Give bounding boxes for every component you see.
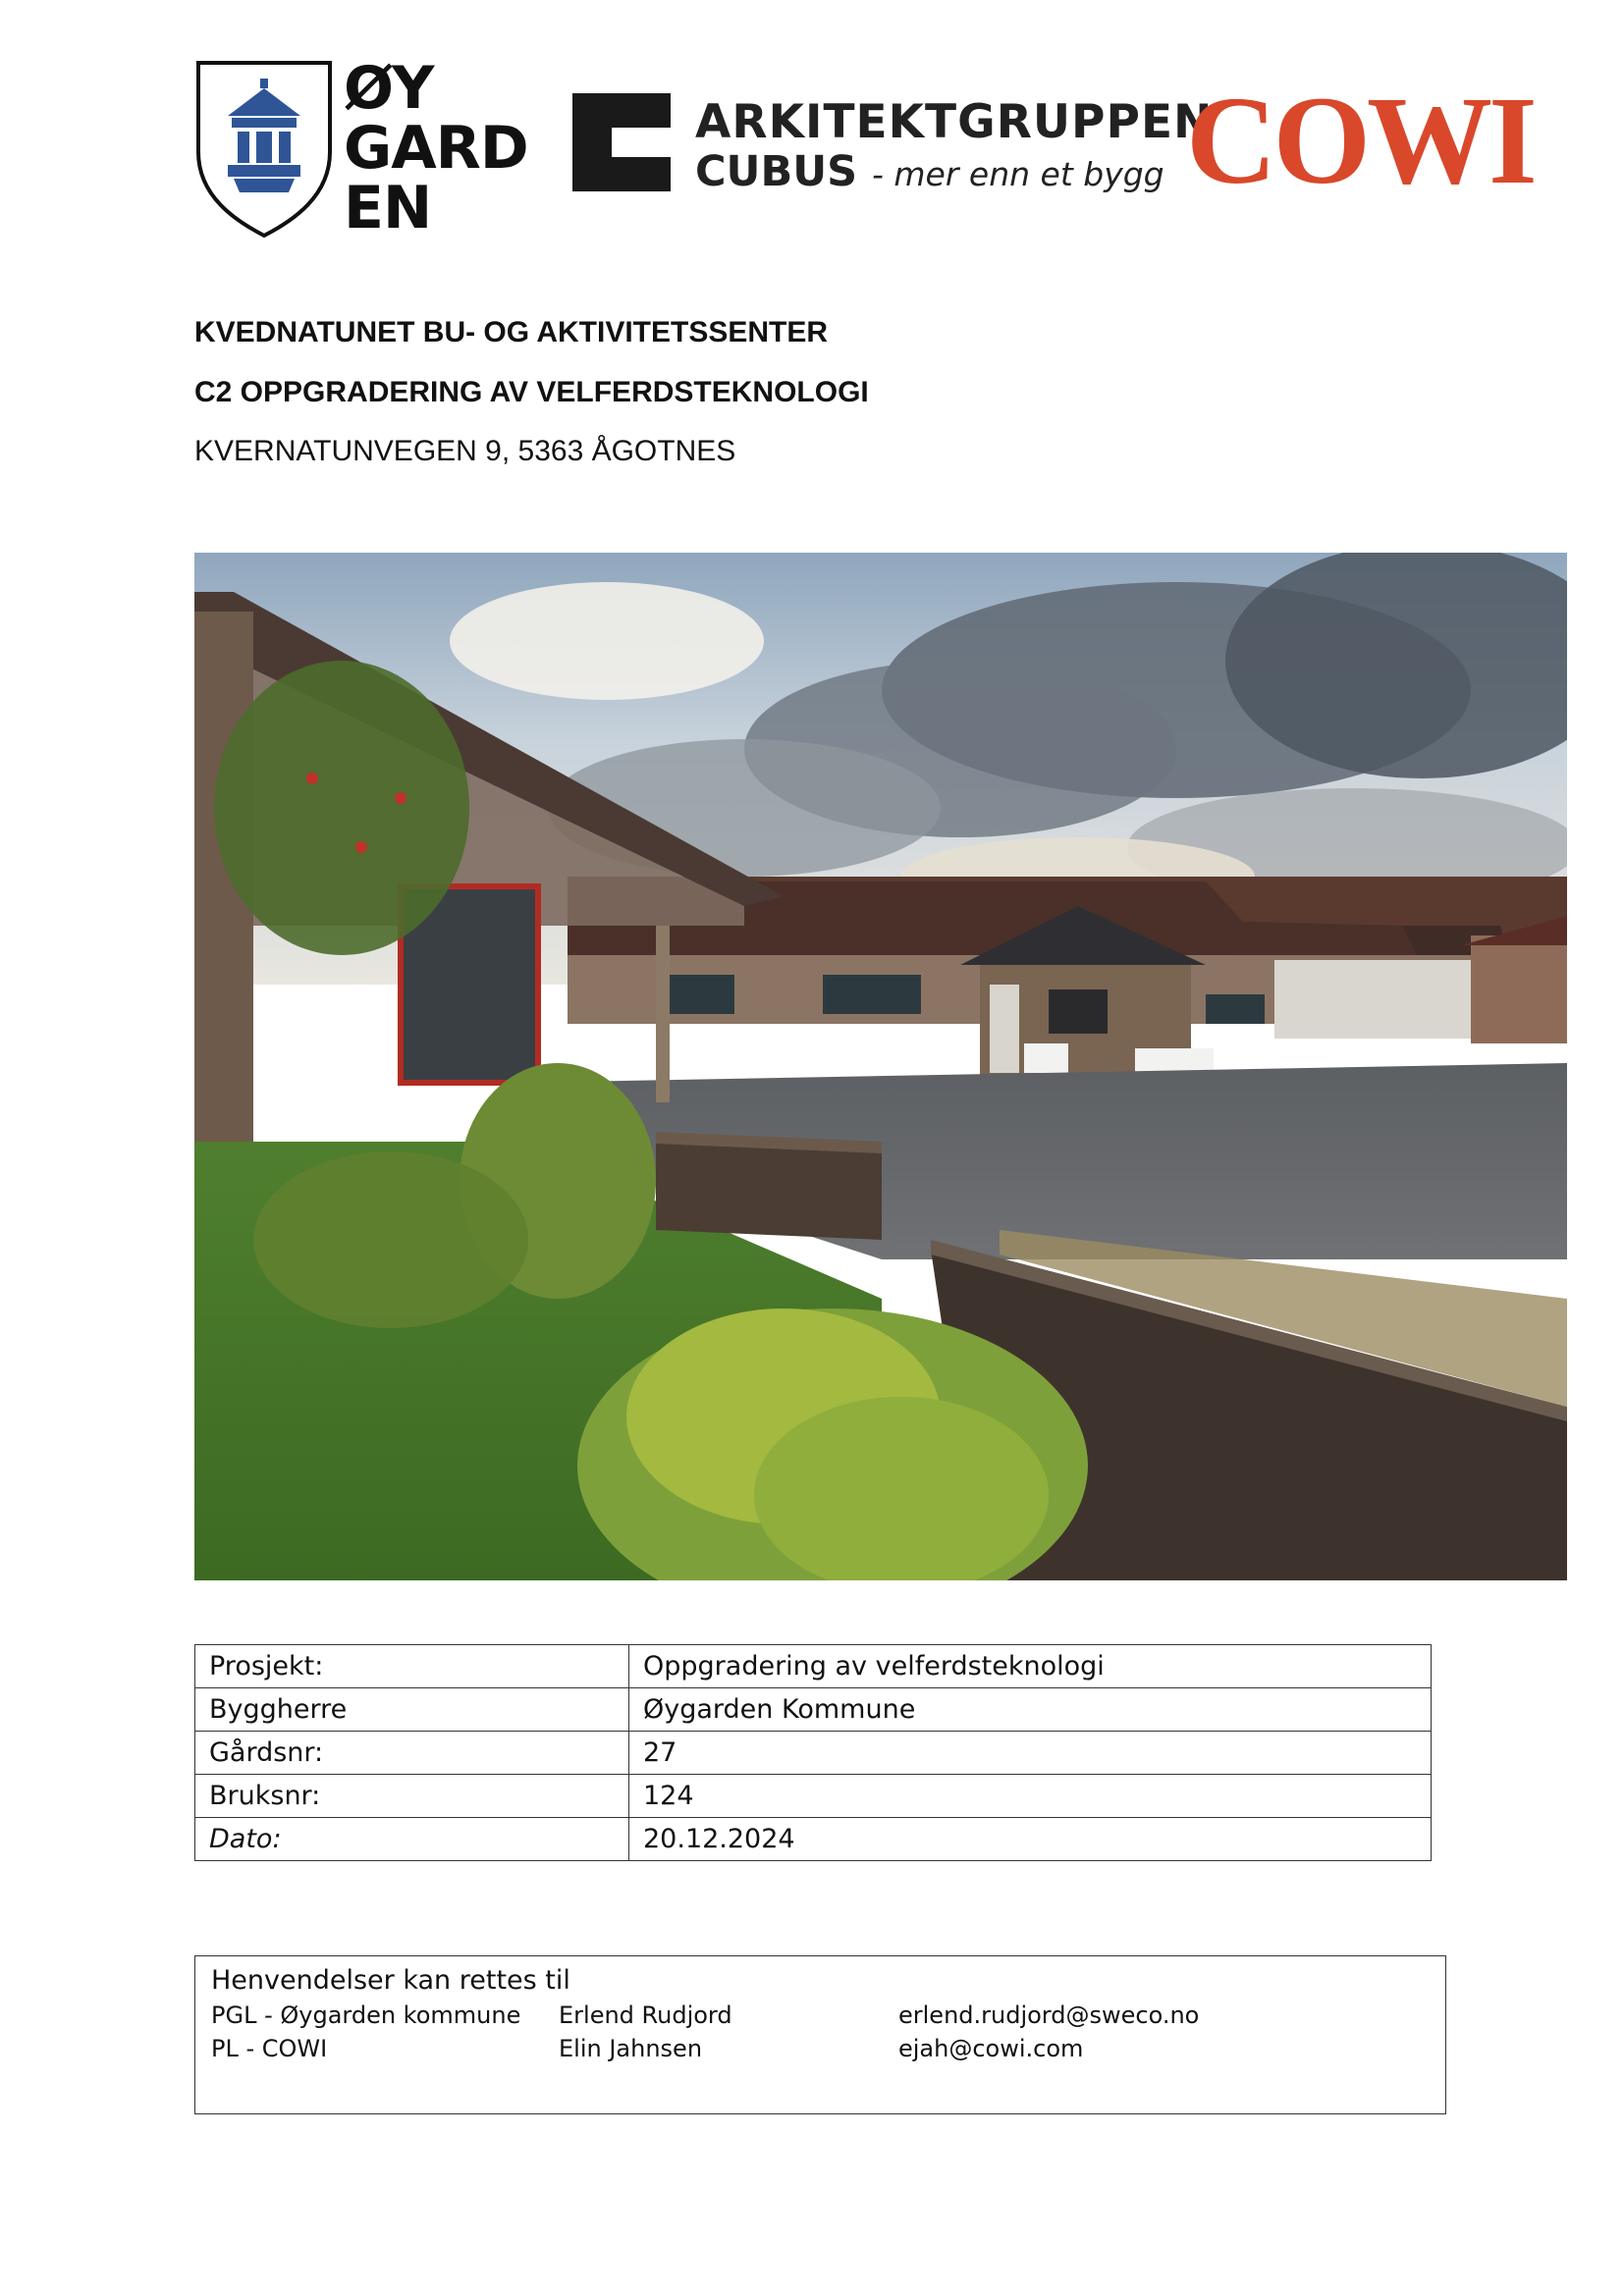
contact-name: Erlend Rudjord	[559, 2002, 732, 2029]
table-value: Oppgradering av velferdsteknologi	[629, 1645, 1432, 1688]
oygarden-wordmark-line: EN	[344, 174, 432, 242]
table-row	[195, 1775, 1432, 1818]
oygarden-wordmark-line: GARD	[344, 114, 528, 183]
table-label: Gårdsnr:	[195, 1732, 629, 1775]
contact-email[interactable]: ejah@cowi.com	[898, 2035, 1084, 2062]
cover-photo	[194, 553, 1567, 1580]
contact-box	[194, 1955, 1446, 2114]
oygarden-shield-icon	[194, 59, 334, 239]
logo-row	[194, 54, 1549, 245]
cowi-logo: COWI	[1186, 71, 1534, 210]
contact-heading: Henvendelser kan rettes til	[211, 1965, 570, 1996]
cover-photo-image	[194, 553, 1567, 1580]
cubus-tagline: - mer enn et bygg	[872, 155, 1164, 193]
project-address: KVERNATUNVEGEN 9, 5363 ÅGOTNES	[194, 435, 736, 467]
project-info-table	[194, 1644, 1432, 1861]
oygarden-logo	[194, 54, 543, 245]
table-value: 124	[629, 1775, 1432, 1818]
table-row	[195, 1818, 1432, 1861]
table-row	[195, 1688, 1432, 1732]
contact-email[interactable]: erlend.rudjord@sweco.no	[898, 2002, 1200, 2029]
document-subtitle: C2 OPPGRADERING AV VELFERDSTEKNOLOGI	[194, 376, 869, 408]
table-value: Øygarden Kommune	[629, 1688, 1432, 1732]
cubus-name-line1: ARKITEKTGRUPPEN	[695, 95, 1214, 149]
oygarden-wordmark	[344, 54, 528, 242]
table-label: Byggherre	[195, 1688, 629, 1732]
table-value: 27	[629, 1732, 1432, 1775]
table-value: 20.12.2024	[629, 1818, 1432, 1861]
cubus-name-line2: CUBUS	[695, 147, 858, 196]
table-label: Bruksnr:	[195, 1775, 629, 1818]
contact-role: PL - COWI	[211, 2035, 328, 2062]
table-row	[195, 1732, 1432, 1775]
cubus-mark-icon	[572, 93, 671, 191]
table-label: Prosjekt:	[195, 1645, 629, 1688]
table-label: Dato:	[195, 1818, 629, 1861]
contact-name: Elin Jahnsen	[559, 2035, 703, 2062]
oygarden-wordmark-line: ØY	[344, 54, 434, 123]
contact-role: PGL - Øygarden kommune	[211, 2002, 521, 2029]
cubus-logo	[572, 93, 1214, 201]
table-row	[195, 1645, 1432, 1688]
document-title: KVEDNATUNET BU- OG AKTIVITETSSENTER	[194, 316, 829, 348]
